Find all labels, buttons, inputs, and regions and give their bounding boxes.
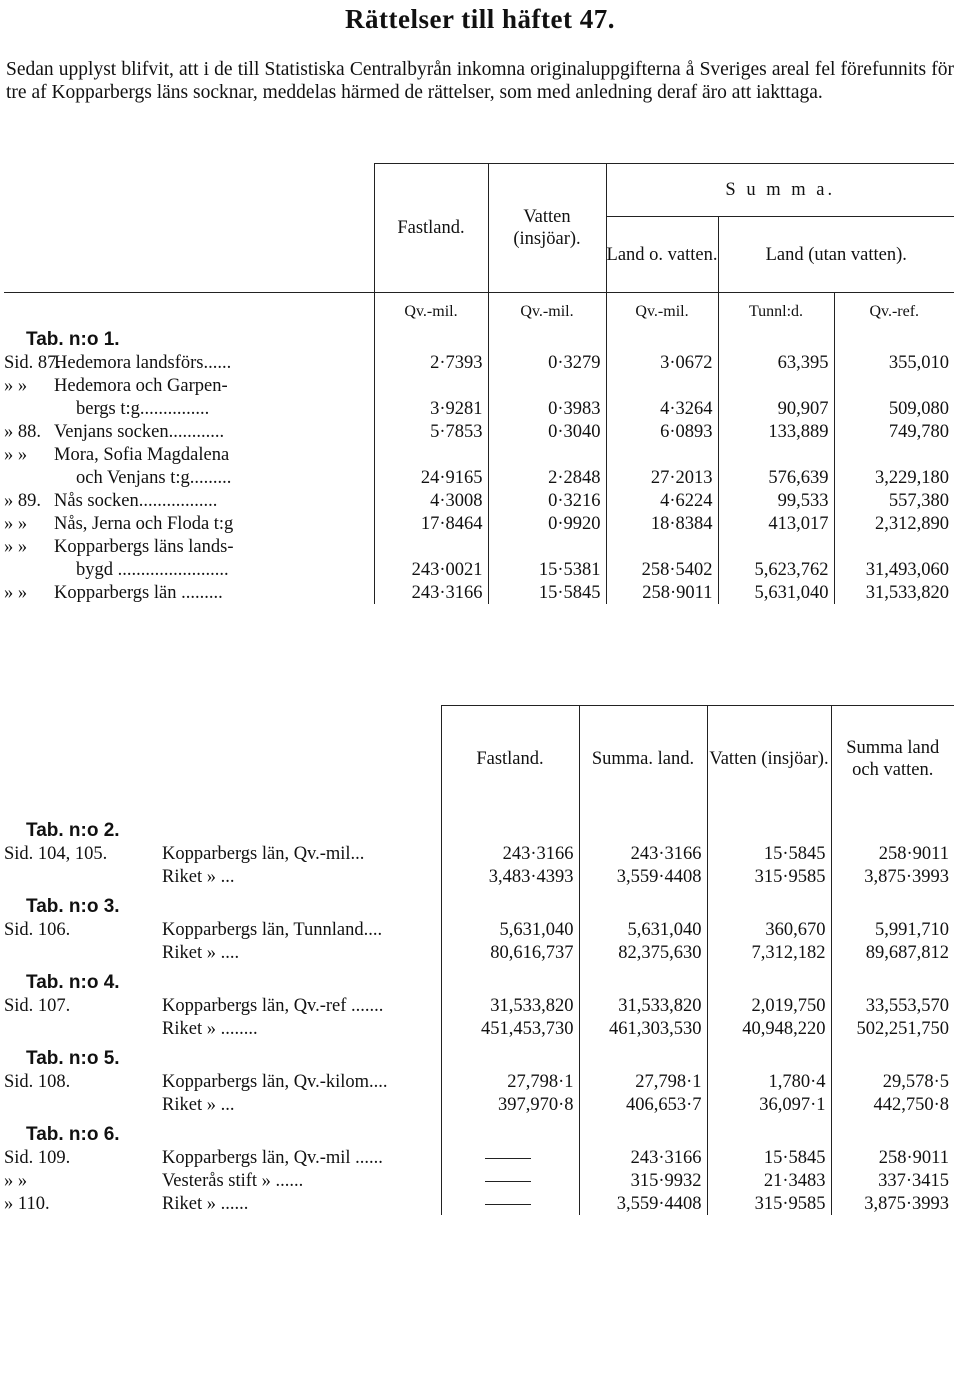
- header-summa: S u m m a.: [606, 164, 954, 217]
- cell-value: 18·8384: [606, 512, 718, 535]
- cell-value: 31,533,820: [865, 583, 949, 603]
- cell-value: 243·3166: [579, 842, 707, 865]
- cell-value: [488, 535, 606, 558]
- row-label: och Venjans t:g.........: [76, 468, 232, 488]
- row-sid: [4, 1093, 158, 1116]
- row-sid: » »: [4, 376, 28, 396]
- cell-value: [718, 443, 834, 466]
- header-land-utan-vatten: Land (utan vatten).: [765, 244, 907, 265]
- section-row: [4, 964, 954, 994]
- cell-value: 133,889: [718, 420, 834, 443]
- table-tab-2-6: [4, 705, 954, 1215]
- cell-value: 15·5381: [488, 558, 606, 581]
- table-row: [4, 1146, 954, 1169]
- cell-value: 27·2013: [606, 466, 718, 489]
- cell-value: 31,533,820: [441, 994, 579, 1017]
- cell-value: 5,991,710: [875, 920, 949, 940]
- cell-value: 509,080: [888, 399, 949, 419]
- table-row: [4, 466, 954, 489]
- cell-value: [834, 374, 954, 397]
- row-label: Nås, Jerna och Floda t:g: [54, 514, 234, 534]
- row-sid: Sid. 104, 105.: [4, 844, 108, 864]
- cell-value: 749,780: [888, 422, 949, 442]
- unit-label: Qv.-ref.: [869, 303, 920, 320]
- row-label: Riket » ...: [162, 867, 235, 887]
- unit-label: Qv.-mil.: [374, 293, 488, 322]
- cell-value: 3,229,180: [875, 468, 949, 488]
- cell-value: 27,798·1: [579, 1070, 707, 1093]
- cell-value: 29,578·5: [882, 1072, 949, 1092]
- row-sid: » »: [4, 537, 28, 557]
- cell-value: 461,303,530: [579, 1017, 707, 1040]
- cell-value: [488, 443, 606, 466]
- cell-value: 2·2848: [488, 466, 606, 489]
- header-fastland: Fastland.: [441, 706, 579, 813]
- header-summa-land-och-vatten: Summa land och vatten.: [831, 706, 954, 813]
- table-row: [4, 1017, 954, 1040]
- table-row: [4, 420, 954, 443]
- cell-value: 33,553,570: [865, 996, 949, 1016]
- cell-value: 3,875·3993: [864, 867, 949, 887]
- section-title: Tab. n:o 6.: [26, 1124, 120, 1145]
- cell-value: [834, 535, 954, 558]
- row-sid: Sid. 87.: [4, 353, 62, 373]
- cell-value: 31,493,060: [865, 560, 949, 580]
- cell-value: 502,251,750: [856, 1019, 949, 1039]
- row-label: Kopparbergs läns lands-: [54, 537, 234, 557]
- cell-value: 3·0672: [606, 351, 718, 374]
- cell-value: 5·7853: [374, 420, 488, 443]
- table-row: [4, 865, 954, 888]
- cell-value: 15·5845: [707, 1146, 831, 1169]
- section-title: Tab. n:o 4.: [26, 972, 120, 993]
- cell-value: 90,907: [718, 397, 834, 420]
- cell-value: 243·3166: [441, 842, 579, 865]
- section-row: [4, 888, 954, 918]
- cell-value: 36,097·1: [707, 1093, 831, 1116]
- cell-value: 337·3415: [878, 1171, 949, 1191]
- cell-value: 0·9920: [488, 512, 606, 535]
- table-row: [4, 918, 954, 941]
- table-row: [4, 994, 954, 1017]
- row-label: bergs t:g...............: [76, 399, 210, 419]
- intro-paragraph: Sedan upplyst blifvit, att i de till Statistiska Centralbyrån inkomna originaluppgifterna å Sveriges areal fel förefunnits för tre af Kopparbergs läns socknar, meddelas härmed de rättelser, som med anledning deraf äro att iakttaga.: [6, 59, 954, 103]
- table-row: [4, 1169, 954, 1192]
- cell-value: [718, 535, 834, 558]
- cell-value: [441, 1146, 579, 1169]
- row-sid: Sid. 106.: [4, 920, 71, 940]
- cell-value: 2,019,750: [707, 994, 831, 1017]
- row-sid: » »: [4, 514, 28, 534]
- cell-value: 406,653·7: [579, 1093, 707, 1116]
- row-label: Mora, Sofia Magdalena: [54, 445, 230, 465]
- cell-value: 0·3279: [488, 351, 606, 374]
- table-row: [4, 558, 954, 581]
- row-sid: Sid. 109.: [4, 1148, 71, 1168]
- table-row: [4, 512, 954, 535]
- empty-dash: [485, 1204, 531, 1206]
- table-row: [4, 374, 954, 397]
- cell-value: [834, 443, 954, 466]
- section-title: Tab. n:o 1.: [26, 329, 120, 350]
- row-label: Vesterås stift » ......: [162, 1171, 304, 1191]
- row-sid: [4, 397, 50, 420]
- row-sid: [4, 865, 158, 888]
- cell-value: 4·6224: [606, 489, 718, 512]
- cell-value: 82,375,630: [579, 941, 707, 964]
- table-tab-1: [4, 163, 954, 604]
- cell-value: 1,780·4: [707, 1070, 831, 1093]
- cell-value: 5,631,040: [718, 581, 834, 604]
- unit-label: Qv.-mil.: [606, 293, 718, 322]
- page-title: Rättelser till häftet 47.: [345, 4, 615, 34]
- section-title: Tab. n:o 3.: [26, 896, 120, 917]
- cell-value: 0·3983: [488, 397, 606, 420]
- cell-value: 6·0893: [606, 420, 718, 443]
- row-label: Riket » ....: [162, 943, 240, 963]
- cell-value: 360,670: [707, 918, 831, 941]
- row-label: Kopparbergs län .........: [54, 583, 223, 603]
- table-row: [4, 397, 954, 420]
- cell-value: [718, 374, 834, 397]
- row-label: Riket » ........: [162, 1019, 258, 1039]
- section-row: [4, 1040, 954, 1070]
- cell-value: 4·3264: [606, 397, 718, 420]
- cell-value: 21·3483: [707, 1169, 831, 1192]
- cell-value: 258·9011: [878, 844, 949, 864]
- row-label: Venjans socken............: [54, 422, 225, 442]
- cell-value: 3,483·4393: [441, 865, 579, 888]
- row-label: Hedemora landsförs......: [54, 353, 232, 373]
- header-fastland: Fastland.: [374, 164, 488, 293]
- cell-value: 258·9011: [606, 581, 718, 604]
- cell-value: [606, 535, 718, 558]
- cell-value: 3,875·3993: [864, 1194, 949, 1214]
- cell-value: 315·9585: [707, 1192, 831, 1215]
- cell-value: 2·7393: [374, 351, 488, 374]
- cell-value: 5,631,040: [441, 918, 579, 941]
- row-sid: [4, 558, 50, 581]
- section-row: [4, 1116, 954, 1146]
- table-row: [4, 489, 954, 512]
- table-row: [4, 443, 954, 466]
- row-label: Kopparbergs län, Qv.-mil...: [162, 844, 365, 864]
- cell-value: 557,380: [888, 491, 949, 511]
- row-sid: [4, 941, 158, 964]
- cell-value: 80,616,737: [441, 941, 579, 964]
- cell-value: 27,798·1: [441, 1070, 579, 1093]
- cell-value: 15·5845: [488, 581, 606, 604]
- cell-value: 15·5845: [707, 842, 831, 865]
- cell-value: 258·5402: [606, 558, 718, 581]
- cell-value: 0·3216: [488, 489, 606, 512]
- table-row: [4, 535, 954, 558]
- cell-value: 17·8464: [374, 512, 488, 535]
- header-land-o-vatten: Land o. vatten.: [606, 217, 718, 293]
- row-sid: [4, 466, 50, 489]
- cell-value: 355,010: [888, 353, 949, 373]
- row-label: Nås socken.................: [54, 491, 218, 511]
- table-row: [4, 1093, 954, 1116]
- row-label: Hedemora och Garpen-: [54, 376, 228, 396]
- cell-value: 99,533: [718, 489, 834, 512]
- cell-value: [374, 374, 488, 397]
- table-row: [4, 1192, 954, 1215]
- row-label: Kopparbergs län, Qv.-mil ......: [162, 1148, 383, 1168]
- empty-dash: [485, 1158, 531, 1160]
- row-label: Riket » ......: [162, 1194, 249, 1214]
- cell-value: 3·9281: [374, 397, 488, 420]
- cell-value: 243·3166: [374, 581, 488, 604]
- cell-value: [374, 535, 488, 558]
- row-sid: Sid. 107.: [4, 996, 71, 1016]
- cell-value: 89,687,812: [865, 943, 949, 963]
- empty-dash: [485, 1181, 531, 1183]
- cell-value: 397,970·8: [441, 1093, 579, 1116]
- cell-value: 5,623,762: [718, 558, 834, 581]
- row-label: Kopparbergs län, Tunnland....: [162, 920, 383, 940]
- header-summa-land: Summa. land.: [579, 706, 707, 813]
- cell-value: [606, 443, 718, 466]
- cell-value: 5,631,040: [579, 918, 707, 941]
- cell-value: 2,312,890: [875, 514, 949, 534]
- row-label: Kopparbergs län, Qv.-ref .......: [162, 996, 384, 1016]
- header-vatten: Vatten (insjöar).: [707, 706, 831, 813]
- row-sid: » »: [4, 583, 28, 603]
- row-sid: » 89.: [4, 491, 41, 511]
- row-label: Riket » ...: [162, 1095, 235, 1115]
- cell-value: 0·3040: [488, 420, 606, 443]
- cell-value: 24·9165: [374, 466, 488, 489]
- cell-value: 315·9585: [707, 865, 831, 888]
- cell-value: 315·9932: [579, 1169, 707, 1192]
- cell-value: 3,559·4408: [579, 1192, 707, 1215]
- section-title: Tab. n:o 5.: [26, 1048, 120, 1069]
- cell-value: 576,639: [718, 466, 834, 489]
- row-label: Kopparbergs län, Qv.-kilom....: [162, 1072, 388, 1092]
- table-row: [4, 351, 954, 374]
- cell-value: 243·3166: [579, 1146, 707, 1169]
- row-sid: » 110.: [4, 1194, 50, 1214]
- section-title: Tab. n:o 2.: [26, 820, 120, 841]
- table-row: [4, 1070, 954, 1093]
- row-sid: » »: [4, 445, 28, 465]
- cell-value: 4·3008: [374, 489, 488, 512]
- table-row: [4, 581, 954, 604]
- row-sid: » »: [4, 1171, 28, 1191]
- table-row: [4, 842, 954, 865]
- cell-value: 40,948,220: [707, 1017, 831, 1040]
- cell-value: [374, 443, 488, 466]
- cell-value: 31,533,820: [579, 994, 707, 1017]
- row-sid: [4, 1017, 158, 1040]
- cell-value: 243·0021: [374, 558, 488, 581]
- table-row: [4, 941, 954, 964]
- cell-value: [441, 1192, 579, 1215]
- cell-value: 63,395: [718, 351, 834, 374]
- unit-label: Qv.-mil.: [488, 293, 606, 322]
- cell-value: 3,559·4408: [579, 865, 707, 888]
- cell-value: 451,453,730: [441, 1017, 579, 1040]
- unit-label: Tunnl:d.: [718, 293, 834, 322]
- cell-value: 7,312,182: [707, 941, 831, 964]
- cell-value: [606, 374, 718, 397]
- cell-value: [441, 1169, 579, 1192]
- cell-value: 442,750·8: [873, 1095, 949, 1115]
- row-sid: Sid. 108.: [4, 1072, 71, 1092]
- header-vatten: Vatten (insjöar).: [488, 164, 606, 293]
- row-label: bygd ........................: [76, 560, 229, 580]
- cell-value: 413,017: [718, 512, 834, 535]
- cell-value: 258·9011: [878, 1148, 949, 1168]
- cell-value: [488, 374, 606, 397]
- row-sid: » 88.: [4, 422, 41, 442]
- section-row: [4, 812, 954, 842]
